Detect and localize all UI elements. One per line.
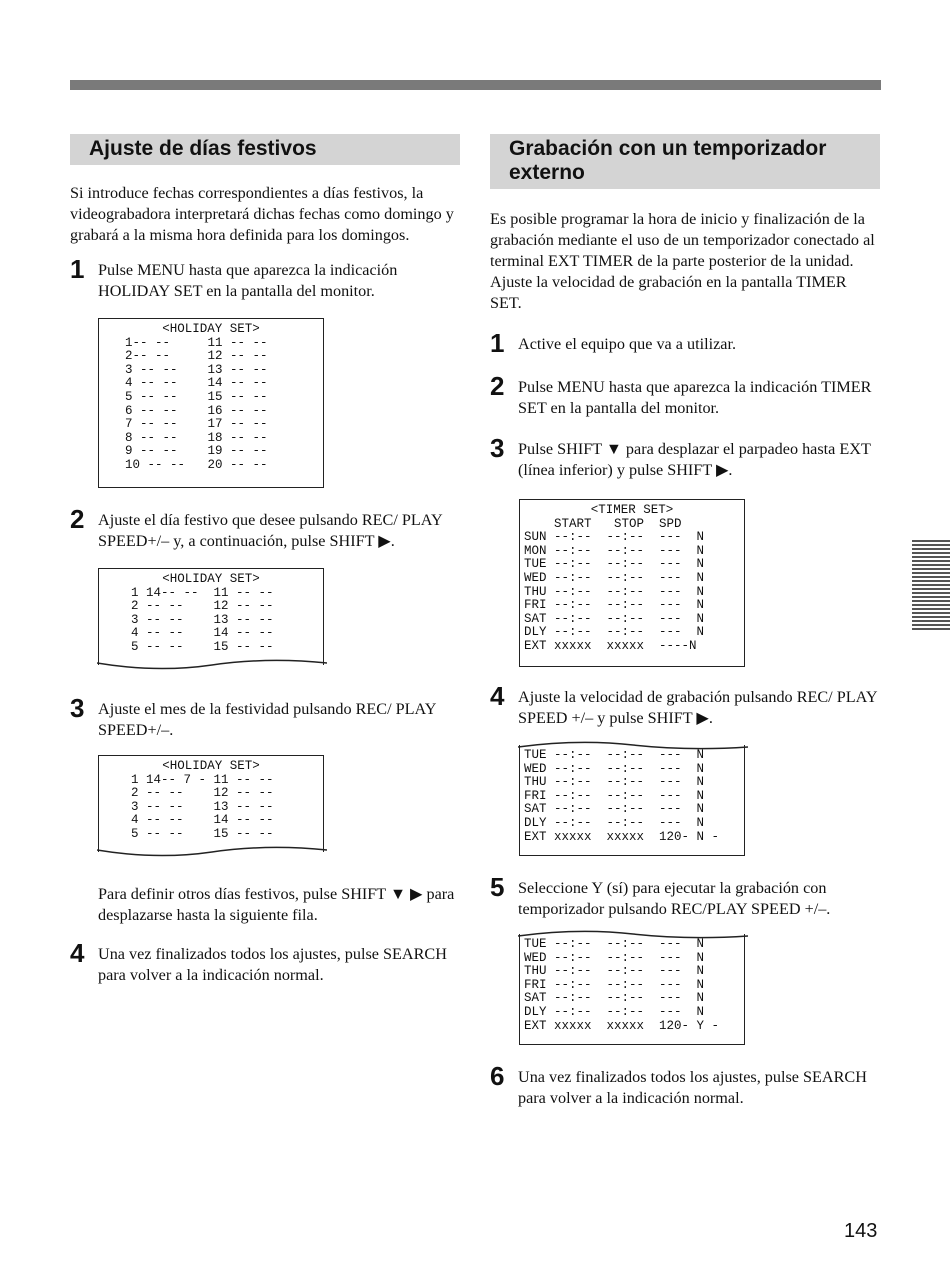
step-3 [70,693,460,741]
torn-edge [518,928,748,940]
step-number: 5 [490,872,505,902]
screen-rows: TUE --:-- --:-- --- N WED --:-- --:-- --- N THU --:-- --:-- --- N FRI --:-- --:-- --- N SAT --:-- --:-- --- N DLY --:-- --:-- --- N EXT xxxxx xxxxx 120- Y - [524,937,720,1033]
step-text: Ajuste el día festivo que desee pulsando REC/ PLAY SPEED+/– y, a continuación, pulse SHIFT ▶. [98,511,443,550]
holiday-set-screen-2 [98,568,324,665]
holiday-set-screen-1 [98,318,324,488]
screen-rows: 1-- -- 11 -- -- 2-- -- 12 -- -- 3 -- -- 13 -- -- 4 -- -- 14 -- -- 5 -- -- 15 -- -- 6 -- -- 16 -- -- 7 -- -- 17 -- -- 8 -- -- 18 -- -- 9 -- -- 19 -- -- 10 -- -- 20 -- -- [125,335,268,472]
step-1 [490,328,880,358]
screen-rows: 1 14-- -- 11 -- -- 2 -- -- 12 -- -- 3 -- -- 13 -- -- 4 -- -- 14 -- -- 5 -- -- 15 -- -- [131,585,274,654]
step-number: 6 [490,1061,505,1091]
intro-paragraph: Si introduce fechas correspondientes a días festivos, la videograbadora interpretará dichas fechas como domingo y grabará a la misma hora definida para los domingos. [70,184,454,244]
page-number: 143 [844,1220,878,1242]
step-number: 1 [70,254,85,284]
holiday-set-screen-3 [98,755,324,852]
torn-edge [97,846,327,860]
step-text: Pulse MENU hasta que aparezca la indicación HOLIDAY SET en la pantalla del monitor. [98,261,398,300]
step-number: 2 [490,371,505,401]
step-text: Una vez finalizados todos los ajustes, pulse SEARCH para volver a la indicación normal. [98,945,447,984]
section-heading-ext-timer: Grabación con un temporizador externo [490,134,880,189]
torn-edge [518,739,748,751]
step-number: 1 [490,328,505,358]
step-number: 3 [490,433,505,463]
timer-set-screen-1 [519,499,745,667]
timer-set-screen-3 [519,934,745,1045]
screen-title: <HOLIDAY SET> [162,572,260,586]
step-6 [490,1061,880,1109]
step-number: 4 [490,681,505,711]
step-text: Active el equipo que va a utilizar. [518,335,737,353]
step-text: Pulse SHIFT ▼ para desplazar el parpadeo hasta EXT (línea inferior) y pulse SHIFT ▶. [518,440,871,479]
screen-rows: TUE --:-- --:-- --- N WED --:-- --:-- --- N THU --:-- --:-- --- N FRI --:-- --:-- --- N SAT --:-- --:-- --- N DLY --:-- --:-- --- N EXT xxxxx xxxxx 120- N - [524,748,720,844]
step-text: Ajuste la velocidad de grabación pulsando REC/ PLAY SPEED +/– y pulse SHIFT ▶. [518,688,877,727]
holiday-section [70,134,460,986]
step-text: Seleccione Y (sí) para ejecutar la grabación con temporizador pulsando REC/PLAY SPEED +/–. [518,879,831,918]
screen-title: <HOLIDAY SET> [162,759,260,773]
step-4 [490,681,880,729]
timer-set-screen-2 [519,745,745,856]
step-number: 4 [70,938,85,968]
step-5 [490,872,880,920]
step-3 [490,433,880,481]
intro-paragraph: Es posible programar la hora de inicio y finalización de la grabación mediante el uso de un temporizador conectado al terminal EXT TIMER de la parte posterior de la unidad. Ajuste la velocidad de grabación en la pantalla TIMER SET. [490,210,875,312]
step-number: 3 [70,693,85,723]
step-2 [70,504,460,552]
screen-title: <TIMER SET> [590,503,674,517]
chapter-tab [912,540,950,632]
note-paragraph: Para definir otros días festivos, pulse SHIFT ▼ ▶ para desplazarse hasta la siguiente fila. [98,885,455,924]
torn-edge [97,659,327,673]
screen-rows: START STOP SPD SUN --:-- --:-- --- N MON --:-- --:-- --- N TUE --:-- --:-- --- N WED --:-- --:-- --- N THU --:-- --:-- --- N FRI --:-- --:-- --- N SAT --:-- --:-- --- N DLY --:-- --:-- --- N EXT xxxxx xxxxx ----N [524,516,705,653]
ext-timer-section [490,134,880,1109]
step-text: Pulse MENU hasta que aparezca la indicación TIMER SET en la pantalla del monitor. [518,378,872,417]
top-rule [70,80,881,90]
step-number: 2 [70,504,85,534]
step-text: Una vez finalizados todos los ajustes, pulse SEARCH para volver a la indicación normal. [518,1068,867,1107]
screen-title: <HOLIDAY SET> [162,322,260,336]
step-4 [70,938,460,986]
step-1 [70,254,460,302]
section-heading-holidays: Ajuste de días festivos [70,134,460,165]
step-text: Ajuste el mes de la festividad pulsando REC/ PLAY SPEED+/–. [98,700,436,739]
step-2 [490,371,880,419]
screen-rows: 1 14-- 7 - 11 -- -- 2 -- -- 12 -- -- 3 -- -- 13 -- -- 4 -- -- 14 -- -- 5 -- -- 15 -- -- [131,772,274,841]
